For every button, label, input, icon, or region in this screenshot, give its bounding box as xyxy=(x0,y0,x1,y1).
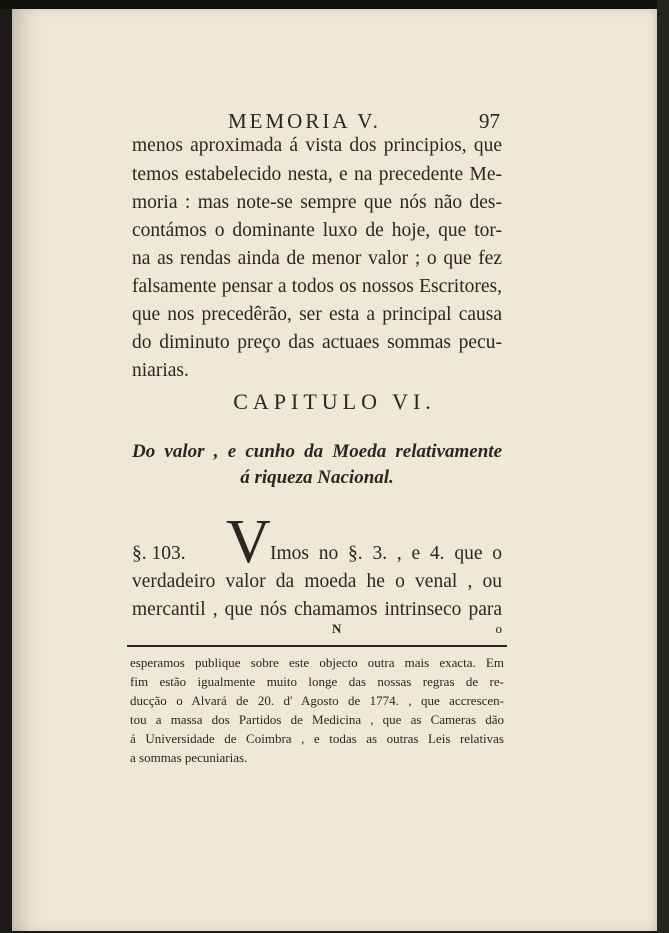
chapter-subtitle: Do valor , e cunho da Moeda relativamente xyxy=(132,441,502,462)
chapter-subtitle: á riqueza Nacional. xyxy=(240,467,394,488)
paragraph-line: mercantil , que nós chamamos intrinseco para xyxy=(132,599,502,620)
page-number: 97 xyxy=(479,109,500,133)
footnote-line: a sommas pecuniarias. xyxy=(130,750,248,765)
scan-border-top xyxy=(0,0,669,9)
body-line: niarias. xyxy=(132,360,189,381)
body-line: falsamente pensar a todos os nossos Escritores, xyxy=(132,276,502,297)
body-line: na as rendas ainda de menor valor ; o que fez xyxy=(132,248,502,269)
body-line: temos estabelecido nesta, e na precedente Me- xyxy=(132,164,502,185)
page-header xyxy=(228,109,500,133)
body-line: que nos precedêrão, ser esta a principal causa xyxy=(132,304,502,325)
footnote-line: tou a massa dos Partidos de Medicina , que as Cameras dão xyxy=(130,712,504,727)
footnote-line: ducção o Alvará de 20. d' Agosto de 1774. , que accrescen- xyxy=(130,693,504,708)
scan-border-right xyxy=(657,0,669,933)
body-line: do diminuto preço das actuaes sommas pecu- xyxy=(132,332,502,353)
paragraph-line: Imos no §. 3. , e 4. que o xyxy=(270,543,502,564)
section-number: §. 103. xyxy=(132,543,186,564)
catchline xyxy=(132,621,502,639)
footnote-rule xyxy=(127,645,507,647)
body-line: moria : mas note-se sempre que nós não des- xyxy=(132,192,502,213)
drop-cap: V xyxy=(226,508,271,576)
catchword: o xyxy=(495,621,502,636)
footnote-line: esperamos publique sobre este objecto outra mais exacta. Em xyxy=(130,655,504,670)
book-page xyxy=(12,9,657,931)
footnote-line: á Universidade de Coimbra , e todas as outras Leis relativas xyxy=(130,731,504,746)
running-head: MEMORIA V. xyxy=(228,109,381,133)
paragraph-line: verdadeiro valor da moeda he o venal , ou xyxy=(132,571,502,592)
chapter-heading: CAPITULO VI. xyxy=(233,389,436,414)
signature-mark: N xyxy=(332,621,342,636)
body-line: contámos o dominante luxo de hoje, que tor- xyxy=(132,220,502,241)
footnote-line: fim estão igualmente muito longe das nossas regras de re- xyxy=(130,674,504,689)
body-line: menos aproximada á vista dos principios, que xyxy=(132,135,502,156)
